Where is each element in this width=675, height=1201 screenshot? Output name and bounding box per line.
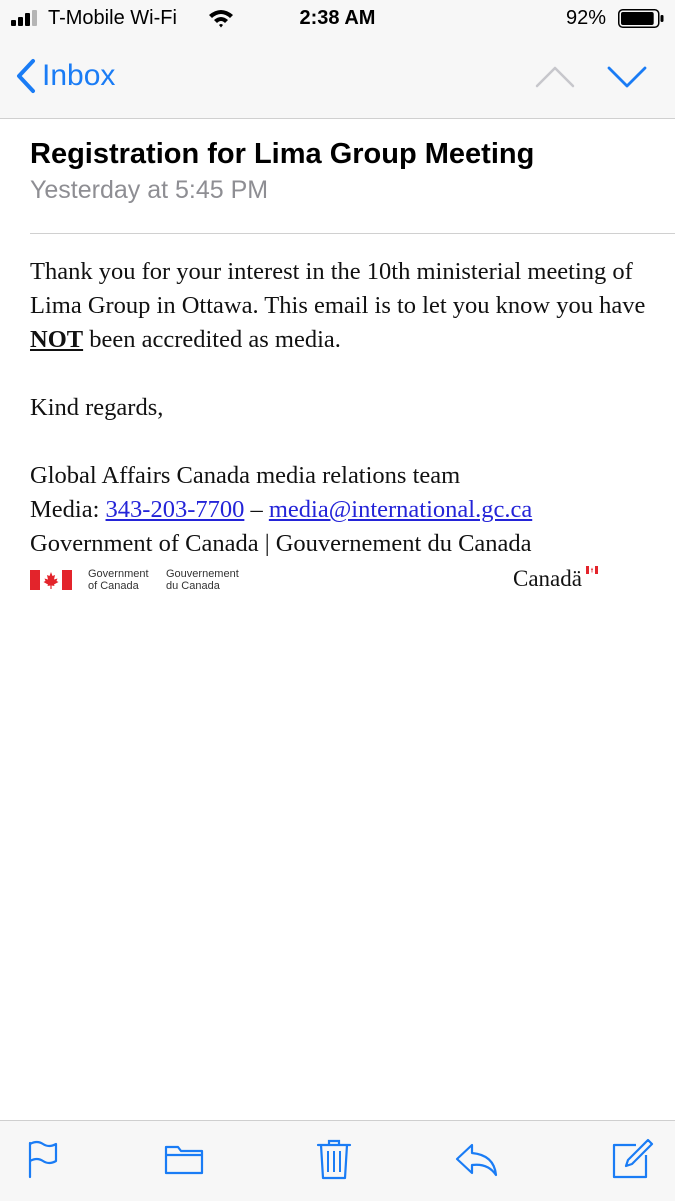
signature-government-line: Government of Canada | Gouvernement du Canada	[30, 530, 532, 557]
bottom-toolbar	[0, 1120, 675, 1201]
contact-separator: –	[244, 496, 269, 523]
signature-contact-line	[30, 493, 650, 527]
carrier-name: T-Mobile Wi-Fi	[48, 7, 177, 29]
back-button-label: Inbox	[42, 59, 116, 92]
phone-link[interactable]: 343-203-7700	[105, 496, 245, 523]
battery-icon	[618, 9, 664, 28]
reply-button[interactable]	[454, 1137, 498, 1181]
reply-arrow-icon	[454, 1137, 498, 1181]
wordmark-flag-icon	[586, 566, 598, 574]
flag-button[interactable]	[20, 1137, 64, 1181]
signature-block	[30, 459, 650, 561]
next-message-chevron-down-icon[interactable]	[606, 64, 648, 90]
back-to-inbox-button[interactable]	[14, 56, 115, 96]
body-text-after: been accredited as media.	[83, 326, 341, 353]
previous-message-chevron-up-icon[interactable]	[534, 64, 576, 90]
battery-percent: 92%	[566, 7, 607, 29]
folder-icon	[162, 1137, 206, 1181]
gov-en-line2: of Canada	[88, 580, 139, 592]
trash-icon	[312, 1137, 356, 1181]
gov-fr-line1: Gouvernement	[166, 568, 239, 580]
chevron-left-icon	[14, 58, 38, 94]
body-paragraph	[30, 255, 650, 357]
email-subject: Registration for Lima Group Meeting	[30, 138, 535, 170]
body-emphasis-not: NOT	[30, 326, 84, 353]
flag-icon	[20, 1137, 64, 1181]
closing-line: Kind regards,	[30, 394, 164, 421]
body-text-before: Thank you for your interest in the 10th ministerial meeting of Lima Group in Ottawa. This email is to let you know you have	[30, 258, 646, 319]
gov-fr-line2: du Canada	[166, 580, 220, 592]
trash-button[interactable]	[312, 1137, 356, 1181]
header-divider	[30, 233, 675, 234]
compose-icon	[610, 1137, 654, 1181]
gov-signature-english	[88, 568, 149, 592]
canada-flag-icon	[30, 570, 72, 590]
navigation-bar	[0, 38, 675, 119]
media-label: Media:	[30, 496, 106, 523]
status-bar	[0, 0, 675, 38]
move-to-folder-button[interactable]	[162, 1137, 206, 1181]
compose-button[interactable]	[610, 1137, 654, 1181]
signature-team: Global Affairs Canada media relations team	[30, 462, 461, 489]
gov-en-line1: Government	[88, 568, 149, 580]
email-date: Yesterday at 5:45 PM	[30, 176, 269, 204]
email-link[interactable]: media@international.gc.ca	[268, 496, 533, 523]
gov-signature-french	[166, 568, 239, 592]
clock: 2:38 AM	[299, 7, 376, 29]
canada-wordmark: Canadä	[513, 566, 582, 591]
